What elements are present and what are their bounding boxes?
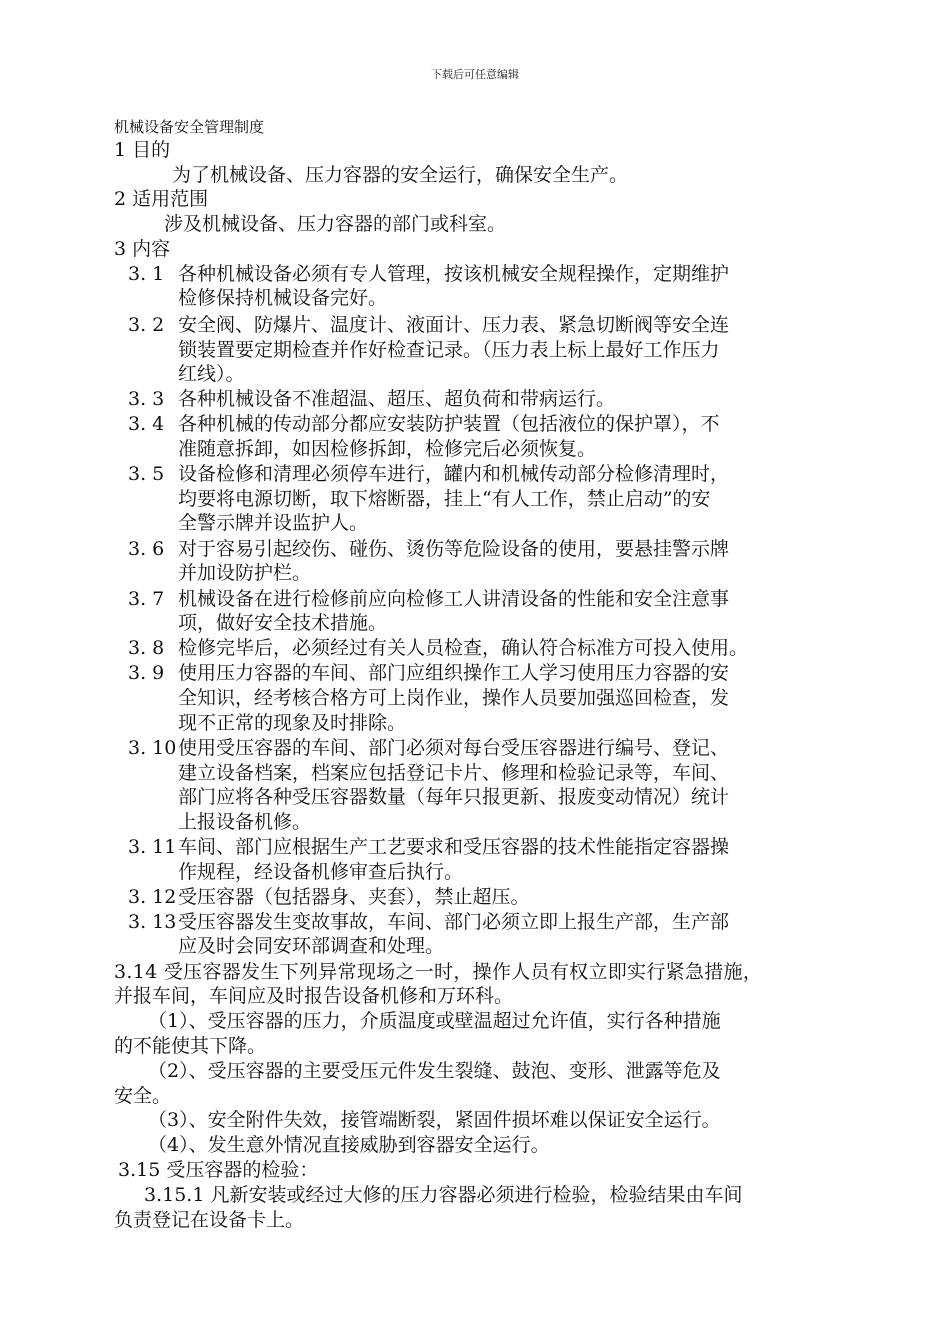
item-line: 准随意拆卸，如因检修拆卸，检修完后必须恢复。 — [178, 438, 597, 460]
item-line: 检修保持机械设备完好。 — [178, 287, 388, 309]
sub-item-2-line: 安全。 — [114, 1085, 172, 1107]
item-line: 上报设备机修。 — [178, 811, 312, 833]
item-line: 安全阀、防爆片、温度计、液面计、压力表、紧急切断阀等安全连 — [178, 314, 730, 336]
item-line: 建立设备档案，档案应包括登记卡片、修理和检验记录等，车间、 — [178, 762, 730, 784]
paragraph-3-15-1-line: 负责登记在设备卡上。 — [114, 1209, 305, 1231]
item-line: 红线）。 — [178, 363, 245, 385]
item-line: 各种机械设备必须有专人管理，按该机械安全规程操作，定期维护 — [178, 263, 730, 285]
item-line: 车间、部门应根据生产工艺要求和受压容器的技术性能指定容器操 — [178, 836, 730, 858]
item-number: 3. 13 — [128, 911, 177, 933]
section-2-heading: 2 适用范围 — [114, 188, 209, 210]
item-line: 各种机械的传动部分都应安装防护装置（包括液位的保护罩），不 — [178, 413, 720, 435]
paragraph-3-14-line: 3.14 受压容器发生下列异常现场之一时，操作人员有权立即实行紧急措施， — [114, 961, 763, 983]
item-line: 均要将电源切断，取下熔断器，挂上“有人工作，禁止启动”的安 — [178, 488, 711, 510]
item-number: 3. 6 — [128, 538, 165, 560]
item-number: 3. 12 — [128, 886, 177, 908]
item-line: 设备检修和清理必须停车进行，罐内和机械传动部分检修清理时， — [178, 463, 730, 485]
item-number: 3. 11 — [128, 836, 177, 858]
item-line: 受压容器（包括器身、夹套），禁止超压。 — [178, 886, 530, 908]
section-3-15-heading: 3.15 受压容器的检验： — [118, 1159, 319, 1181]
item-line: 现不正常的现象及时排除。 — [178, 712, 407, 734]
item-number: 3. 9 — [128, 662, 165, 684]
item-line: 使用受压容器的车间、部门必须对每台受压容器进行编号、登记、 — [178, 737, 730, 759]
paragraph-3-15-1-line: 3.15.1 凡新安装或经过大修的压力容器必须进行检验，检验结果由车间 — [144, 1184, 743, 1206]
sub-item-4: （4）、发生意外情况直接威胁到容器安全运行。 — [148, 1134, 550, 1156]
section-1-text: 为了机械设备、压力容器的安全运行，确保安全生产。 — [172, 164, 629, 186]
item-line: 锁装置要定期检查并作好检查记录。（压力表上标上最好工作压力 — [178, 339, 720, 361]
item-number: 3. 3 — [128, 388, 165, 410]
paragraph-3-14-line: 并报车间，车间应及时报告设备机修和万环科。 — [114, 985, 514, 1007]
item-line: 作规程，经设备机修审查后执行。 — [178, 861, 464, 883]
sub-item-1-line: （1）、受压容器的压力，介质温度或壁温超过允许值，实行各种措施 — [148, 1010, 721, 1032]
item-line: 机械设备在进行检修前应向检修工人讲清设备的性能和安全注意事 — [178, 588, 730, 610]
item-line: 检修完毕后，必须经过有关人员检查，确认符合标准方可投入使用。 — [178, 637, 749, 659]
page-header: 下载后可任意编辑 — [431, 68, 519, 81]
item-number: 3. 8 — [128, 637, 165, 659]
item-line: 使用压力容器的车间、部门应组织操作工人学习使用压力容器的安 — [178, 662, 730, 684]
item-line: 并加设防护栏。 — [178, 562, 312, 584]
sub-item-3: （3）、安全附件失效，接管端断裂，紧固件损坏难以保证安全运行。 — [148, 1109, 721, 1131]
section-3-heading: 3 内容 — [114, 238, 171, 260]
item-line: 部门应将各种受压容器数量（每年只报更新、报废变动情况）统计 — [178, 786, 730, 808]
item-number: 3. 2 — [128, 314, 165, 336]
item-number: 3. 5 — [128, 463, 165, 485]
item-line: 对于容易引起绞伤、碰伤、烫伤等危险设备的使用，要悬挂警示牌 — [178, 538, 730, 560]
sub-item-2-line: （2）、受压容器的主要受压元件发生裂缝、鼓泡、变形、泄露等危及 — [148, 1060, 721, 1082]
item-line: 各种机械设备不准超温、超压、超负荷和带病运行。 — [178, 388, 616, 410]
sub-item-1-line: 的不能使其下降。 — [114, 1035, 267, 1057]
item-line: 应及时会同安环部调查和处理。 — [178, 935, 445, 957]
item-number: 3. 1 — [128, 263, 165, 285]
section-1-heading: 1 目的 — [114, 139, 171, 161]
section-2-text: 涉及机械设备、压力容器的部门或科室。 — [164, 213, 507, 235]
item-number: 3. 4 — [128, 413, 165, 435]
item-number: 3. 10 — [128, 737, 177, 759]
document-title: 机械设备安全管理制度 — [114, 118, 265, 136]
item-line: 全警示牌并设监护人。 — [178, 512, 369, 534]
item-number: 3. 7 — [128, 588, 165, 610]
item-line: 受压容器发生变故事故，车间、部门必须立即上报生产部，生产部 — [178, 911, 730, 933]
item-line: 项，做好安全技术措施。 — [178, 612, 388, 634]
item-line: 全知识，经考核合格方可上岗作业，操作人员要加强巡回检查，发 — [178, 687, 730, 709]
